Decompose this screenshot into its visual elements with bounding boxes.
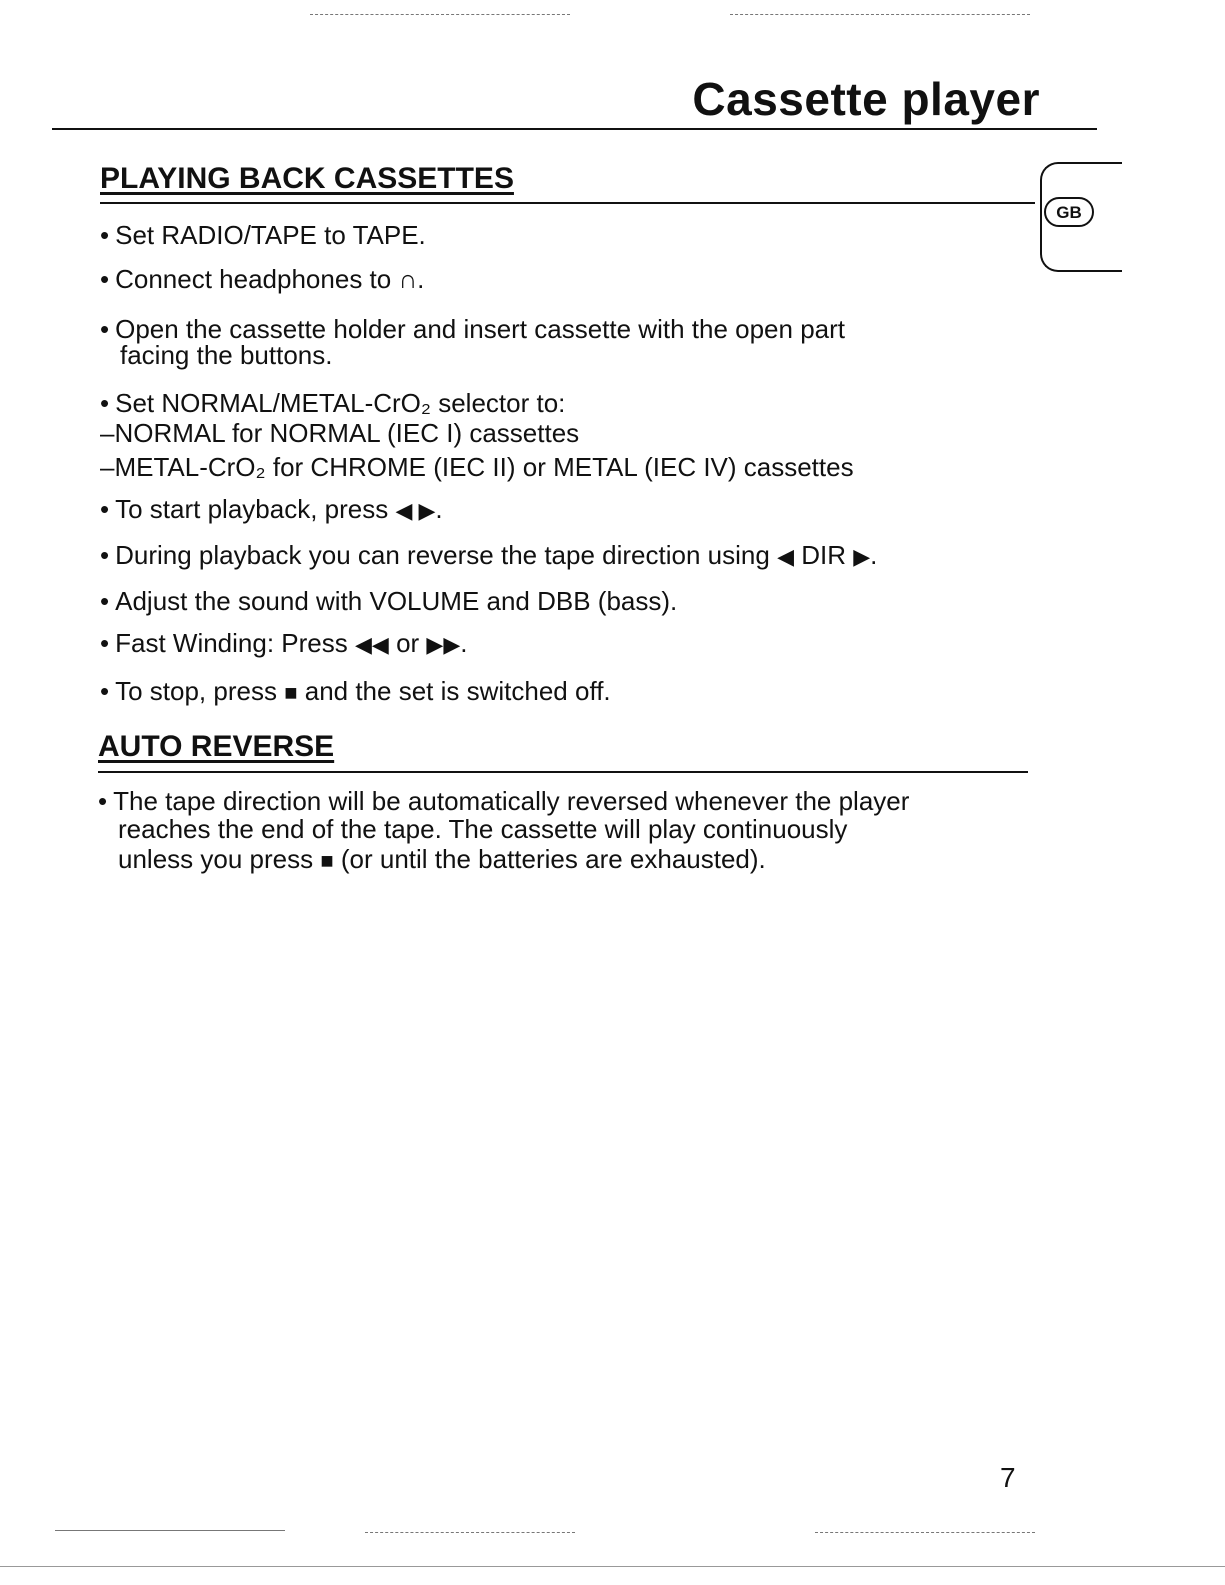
stop-icon: ■ <box>320 848 334 873</box>
auto-reverse-text: • The tape direction will be automatically reversed whenever the player <box>98 786 909 816</box>
auto-reverse-text-cont2: unless you press ■ (or until the batteries are exhausted). <box>118 844 766 874</box>
instruction-start-playback: • To start playback, press ◀ ▶. <box>100 494 443 526</box>
instruction-adjust-sound: • Adjust the sound with VOLUME and DBB (bass). <box>100 586 677 616</box>
scan-artifact <box>815 1532 1035 1533</box>
stop-icon: ■ <box>284 680 298 705</box>
left-arrow-icon: ◀ <box>777 544 794 569</box>
instruction-stop: • To stop, press ■ and the set is switched off. <box>100 676 611 708</box>
scan-artifact <box>730 14 1030 15</box>
headphones-icon: ∩ <box>398 264 418 294</box>
right-arrow-icon: ▶ <box>853 544 871 569</box>
instruction-radio-tape: • Set RADIO/TAPE to TAPE. <box>100 220 426 250</box>
instruction-insert-cassette: • Open the cassette holder and insert cassette with the open part <box>100 314 845 344</box>
section-heading-auto-reverse: AUTO REVERSE <box>98 730 335 763</box>
rewind-icon: ◀◀ <box>354 632 389 657</box>
section-divider <box>98 771 1028 773</box>
page-number: 7 <box>1000 1462 1016 1493</box>
play-icon: ◀ ▶ <box>395 498 436 523</box>
scan-artifact <box>55 1530 285 1531</box>
instruction-reverse-direction: • During playback you can reverse the tape direction using ◀ DIR ▶. <box>100 540 877 572</box>
fast-forward-icon: ▶▶ <box>426 632 461 657</box>
language-badge: GB <box>1044 197 1094 227</box>
scan-artifact <box>0 1566 1225 1567</box>
scan-artifact <box>365 1532 575 1533</box>
selector-option-metal: –METAL-CrO₂ for CHROME (IEC II) or METAL (IEC IV) cassettes <box>100 452 854 482</box>
selector-option-normal: –NORMAL for NORMAL (IEC I) cassettes <box>100 418 580 448</box>
instruction-tape-selector: • Set NORMAL/METAL-CrO₂ selector to: <box>100 388 565 418</box>
scan-artifact <box>310 14 570 15</box>
instruction-headphones: • Connect headphones to ∩. <box>100 264 424 294</box>
section-divider <box>100 202 1035 204</box>
section-heading-playing-back: PLAYING BACK CASSETTES <box>100 162 514 195</box>
auto-reverse-text-cont: reaches the end of the tape. The cassette will play continuously <box>118 814 848 844</box>
instruction-fast-winding: • Fast Winding: Press ◀◀ or ▶▶. <box>100 628 468 660</box>
header-divider <box>52 128 1097 130</box>
instruction-insert-cassette-cont: facing the buttons. <box>120 340 333 370</box>
page-title: Cassette player <box>692 73 1040 125</box>
